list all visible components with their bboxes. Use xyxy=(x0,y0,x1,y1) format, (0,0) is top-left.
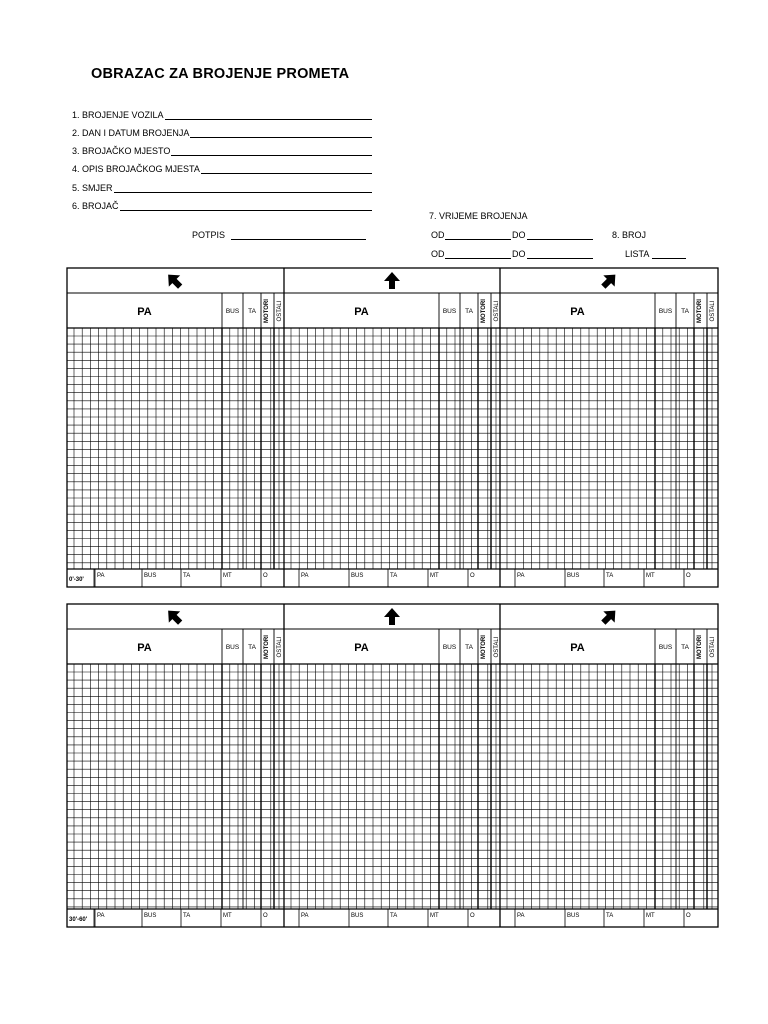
footer-label: TA xyxy=(183,913,191,919)
footer-label: PA xyxy=(301,913,309,919)
motori-header: MOTORI xyxy=(481,635,487,659)
motori-header: MOTORI xyxy=(264,299,270,323)
ta-header: TA xyxy=(465,308,473,315)
bus-header: BUS xyxy=(442,308,457,315)
footer-label: PA xyxy=(97,913,105,919)
field-label: 1. BROJENJE VOZILA xyxy=(72,110,164,120)
footer-label: TA xyxy=(390,913,398,919)
form-title: OBRAZAC ZA BROJENJE PROMETA xyxy=(91,66,350,82)
footer-label: BUS xyxy=(351,573,364,579)
field-label: 4. OPIS BROJAČKOG MJESTA xyxy=(72,164,200,174)
sheets-label: LISTA xyxy=(625,249,650,259)
footer-label: BUS xyxy=(144,913,157,919)
time-to-label-1: DO xyxy=(512,230,526,240)
period-label: 0'-30' xyxy=(69,577,84,583)
pa-header: PA xyxy=(354,306,369,318)
footer-label: PA xyxy=(97,573,105,579)
ta-header: TA xyxy=(248,308,256,315)
footer-label: MT xyxy=(223,913,232,919)
field-label: 6. BROJAČ xyxy=(72,201,119,211)
ta-header: TA xyxy=(681,308,689,315)
field-label: 2. DAN I DATUM BROJENJA xyxy=(72,128,190,138)
ostali-header: OSTALI xyxy=(277,300,283,322)
footer-label: BUS xyxy=(351,913,364,919)
time-heading: 7. VRIJEME BROJENJA xyxy=(429,211,528,221)
ta-header: TA xyxy=(465,644,473,651)
pa-header: PA xyxy=(137,306,152,318)
ostali-header: OSTALI xyxy=(494,636,500,658)
footer-label: MT xyxy=(646,913,655,919)
field-label: 5. SMJER xyxy=(72,183,113,193)
pa-header: PA xyxy=(570,642,585,654)
footer-label: O xyxy=(263,913,268,919)
footer-label: PA xyxy=(517,913,525,919)
table-border xyxy=(67,268,718,587)
time-from-label-2: OD xyxy=(431,249,445,259)
up-arrow-icon xyxy=(384,608,400,625)
motori-header: MOTORI xyxy=(697,635,703,659)
field-label: 3. BROJAČKO MJESTO xyxy=(72,146,171,156)
pa-header: PA xyxy=(570,306,585,318)
footer-label: BUS xyxy=(144,573,157,579)
footer-label: PA xyxy=(517,573,525,579)
pa-header: PA xyxy=(137,642,152,654)
bus-header: BUS xyxy=(442,644,457,651)
up-left-arrow-icon xyxy=(162,269,185,292)
footer-label: TA xyxy=(183,573,191,579)
ostali-header: OSTALI xyxy=(494,300,500,322)
motori-header: MOTORI xyxy=(264,635,270,659)
footer-label: BUS xyxy=(567,573,580,579)
footer-label: TA xyxy=(390,573,398,579)
footer-label: O xyxy=(686,913,691,919)
footer-label: MT xyxy=(223,573,232,579)
up-right-arrow-icon xyxy=(598,605,621,628)
footer-label: MT xyxy=(646,573,655,579)
up-arrow-icon xyxy=(384,272,400,289)
number-label: 8. BROJ xyxy=(612,230,647,240)
bus-header: BUS xyxy=(225,644,240,651)
up-left-arrow-icon xyxy=(162,605,185,628)
period-label: 30'-60' xyxy=(69,917,88,923)
footer-label: O xyxy=(470,573,475,579)
footer-label: TA xyxy=(606,573,614,579)
bus-header: BUS xyxy=(658,644,673,651)
ostali-header: OSTALI xyxy=(277,636,283,658)
footer-label: O xyxy=(470,913,475,919)
footer-label: MT xyxy=(430,573,439,579)
signature-label: POTPIS xyxy=(192,230,226,240)
ta-header: TA xyxy=(681,644,689,651)
footer-label: TA xyxy=(606,913,614,919)
footer-label: MT xyxy=(430,913,439,919)
motori-header: MOTORI xyxy=(481,299,487,323)
ta-header: TA xyxy=(248,644,256,651)
bus-header: BUS xyxy=(225,308,240,315)
footer-label: BUS xyxy=(567,913,580,919)
ostali-header: OSTALI xyxy=(710,636,716,658)
bus-header: BUS xyxy=(658,308,673,315)
table-border xyxy=(67,604,718,927)
footer-label: O xyxy=(686,573,691,579)
footer-label: O xyxy=(263,573,268,579)
time-from-label-1: OD xyxy=(431,230,445,240)
pa-header: PA xyxy=(354,642,369,654)
motori-header: MOTORI xyxy=(697,299,703,323)
footer-label: PA xyxy=(301,573,309,579)
time-to-label-2: DO xyxy=(512,249,526,259)
up-right-arrow-icon xyxy=(598,269,621,292)
ostali-header: OSTALI xyxy=(710,300,716,322)
